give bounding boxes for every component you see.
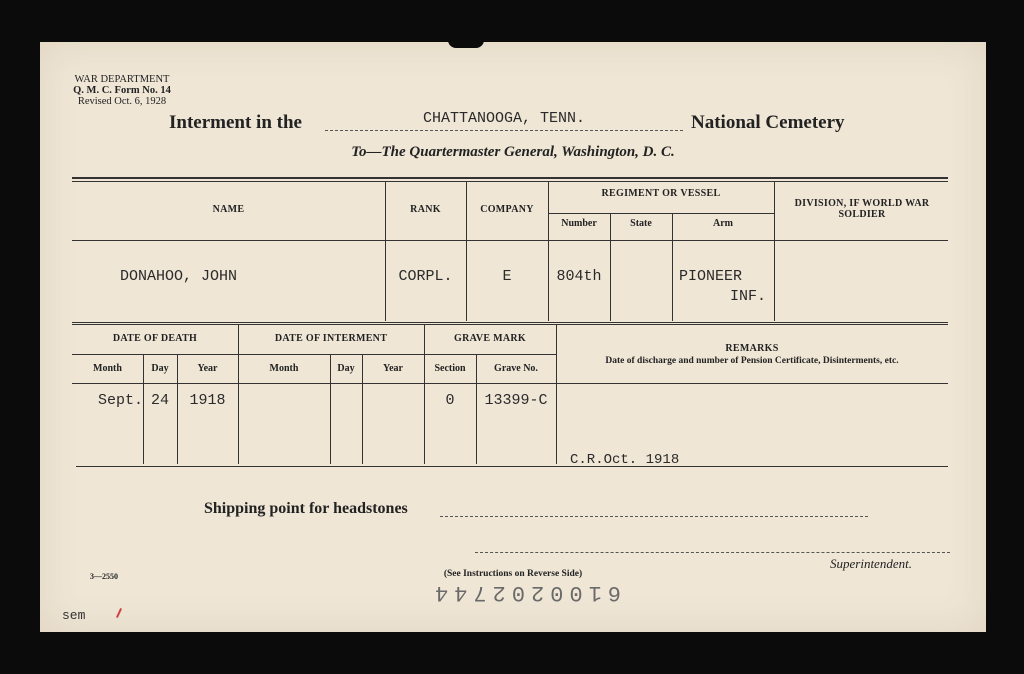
cemetery-name: CHATTANOOGA, TENN.	[422, 110, 586, 127]
name-value: DONAHOO, JOHN	[120, 268, 238, 285]
instructions-note: (See Instructions on Reverse Side)	[443, 569, 583, 579]
col-rule-6	[774, 181, 775, 321]
regiment-header: REGIMENT OR VESSEL	[601, 188, 721, 199]
title-suffix: National Cemetery	[691, 112, 845, 133]
date-of-interment-header: DATE OF INTERMENT	[274, 333, 388, 344]
shipping-label: Shipping point for headstones	[204, 500, 408, 517]
col-rule-1	[385, 181, 386, 321]
rank-value: CORPL.	[398, 268, 453, 285]
death-day-value: 24	[150, 392, 169, 409]
remarks-header: REMARKS	[725, 343, 779, 354]
interment-year-header: Year	[383, 363, 403, 374]
grave-no-header: Grave No.	[494, 363, 538, 374]
bottom-table-bottom-rule	[76, 466, 948, 467]
interment-card	[40, 42, 986, 632]
grave-mark-header: GRAVE MARK	[454, 333, 526, 344]
col-rule-2	[466, 181, 467, 321]
bottom-header-rule	[72, 383, 948, 384]
grave-no-value: 13399-C	[484, 392, 548, 409]
rank-header: RANK	[410, 204, 441, 215]
card-notch	[448, 40, 484, 48]
death-year-value: 1918	[189, 392, 226, 409]
superintendent-line	[475, 552, 950, 553]
form-number: Q. M. C. Form No. 14	[73, 85, 171, 96]
section-value: 0	[445, 392, 455, 409]
addressee: To—The Quartermaster General, Washington, D. C.	[351, 144, 675, 160]
clerk-initials: sem	[62, 608, 86, 623]
red-mark	[116, 608, 122, 618]
col-rule-5	[672, 213, 673, 321]
division-header: DIVISION, IF WORLD WAR SOLDIER	[794, 198, 930, 220]
top-table-rule-2	[72, 181, 948, 182]
top-table-rule	[72, 177, 948, 179]
form-header	[62, 74, 182, 107]
col-rule-4	[610, 213, 611, 321]
top-table-bottom-rule	[72, 322, 948, 323]
regiment-sub-rule	[548, 213, 774, 214]
col-rule-3	[548, 181, 549, 321]
serial-number: 6100202744	[428, 580, 622, 605]
name-header: NAME	[212, 204, 245, 215]
remarks-value: C.R.Oct. 1918	[570, 452, 680, 468]
dept-label: WAR DEPARTMENT	[74, 74, 170, 85]
bcol-rule-3	[238, 324, 239, 464]
interment-month-header: Month	[269, 363, 299, 374]
cemetery-line	[325, 130, 683, 131]
arm-value-line2: INF.	[730, 288, 767, 305]
form-code: 3—2550	[90, 572, 118, 581]
shipping-line	[440, 516, 868, 517]
bottom-table-top-rule	[72, 324, 948, 325]
death-month-value: Sept.	[97, 392, 143, 409]
section-header: Section	[434, 363, 466, 374]
number-header: Number	[561, 218, 597, 229]
superintendent-label: Superintendent.	[830, 556, 912, 571]
state-header: State	[630, 218, 652, 229]
company-header: COMPANY	[480, 204, 534, 215]
revised-date: Revised Oct. 6, 1928	[77, 96, 167, 107]
company-value: E	[502, 268, 512, 285]
remarks-subheader: Date of discharge and number of Pension Certificate, Disinterments, etc.	[605, 356, 899, 366]
death-year-header: Year	[197, 363, 218, 374]
death-day-header: Day	[151, 363, 169, 374]
bottom-group-rule	[72, 354, 556, 355]
death-month-header: Month	[93, 363, 122, 374]
interment-day-header: Day	[337, 363, 355, 374]
number-value: 804th	[556, 268, 602, 285]
date-of-death-header: DATE OF DEATH	[112, 333, 198, 344]
arm-header: Arm	[713, 218, 733, 229]
arm-value-line1: PIONEER	[679, 268, 743, 285]
top-table-header-rule	[72, 240, 948, 241]
title-prefix: Interment in the	[169, 112, 302, 133]
